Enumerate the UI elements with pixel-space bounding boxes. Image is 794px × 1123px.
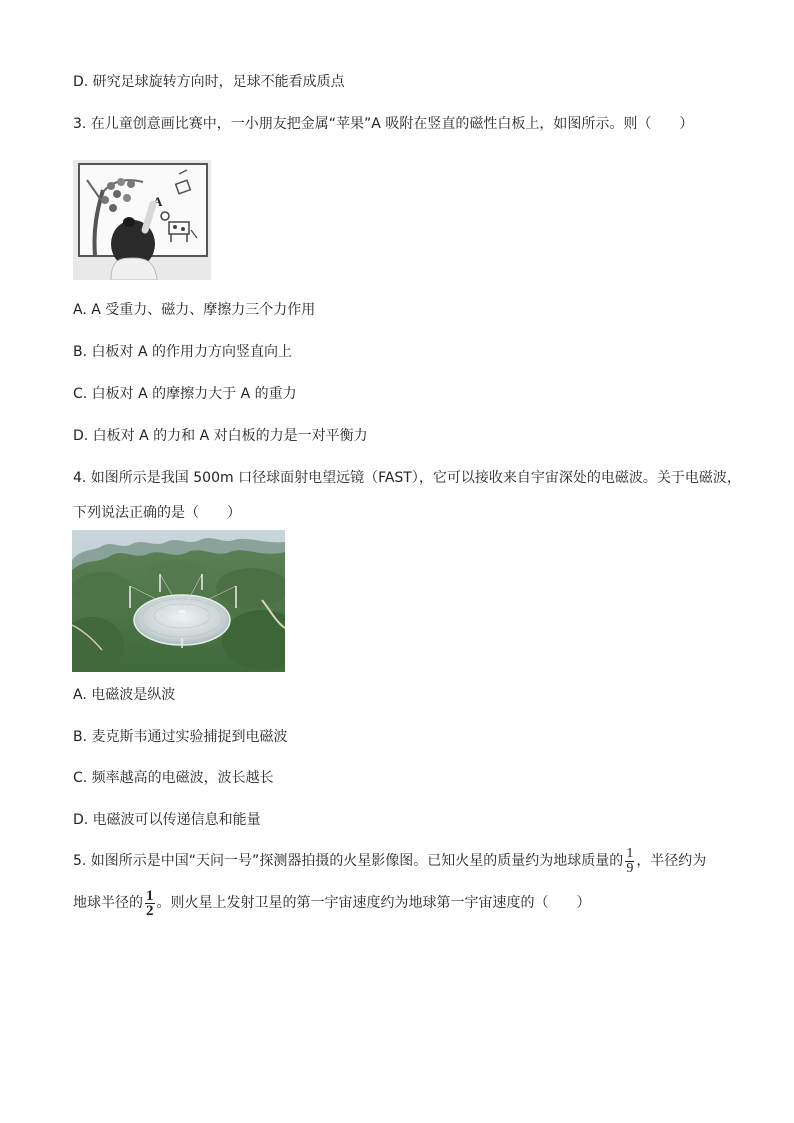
whiteboard-illustration (73, 160, 211, 280)
q3-option-b: B. 白板对 A 的作用力方向竖直向上 (73, 344, 292, 360)
fraction-numerator: 1 (146, 887, 154, 904)
q4-option-c: C. 频率越高的电磁波，波长越长 (73, 770, 274, 786)
fraction-denominator: 2 (146, 902, 154, 919)
q5-stem-line2-start: 地球半径的 (73, 895, 143, 911)
fast-telescope-illustration (72, 530, 285, 672)
fast-telescope-photo (72, 530, 285, 672)
radius-ratio-fraction (145, 889, 155, 918)
mass-ratio-fraction (625, 847, 634, 876)
q5-stem-line1-end: ，半径约为 (636, 853, 707, 869)
q4-option-a: A. 电磁波是纵波 (73, 687, 176, 703)
q3-option-a: A. A 受重力、磁力、摩擦力三个力作用 (73, 302, 316, 318)
q5-stem-line2-end: 。则火星上发射卫星的第一宇宙速度约为地球第一宇宙速度的（ ） (156, 895, 591, 911)
q4-stem-line2: 下列说法正确的是（ ） (73, 505, 241, 521)
whiteboard-photo (73, 160, 211, 280)
q5-stem-line1 (73, 846, 706, 876)
q3-option-d: D. 白板对 A 的力和 A 对白板的力是一对平衡力 (73, 428, 368, 444)
q4-option-d: D. 电磁波可以传递信息和能量 (73, 812, 261, 828)
q3-stem: 3. 在儿童创意画比赛中，一小朋友把金属“苹果”A 吸附在竖直的磁性白板上，如图所示。则（ ） (73, 116, 694, 132)
fraction-numerator: 1 (626, 845, 634, 861)
figure-label-a: A (153, 194, 163, 209)
q4-stem-line1: 4. 如图所示是我国 500m 口径球面射电望远镜（FAST），它可以接收来自宇宙深处的电磁波。关于电磁波， (73, 470, 741, 486)
q5-stem-line1-start: 5. 如图所示是中国“天问一号”探测器拍摄的火星影像图。已知火星的质量约为地球质量的 (73, 853, 624, 869)
q4-option-b: B. 麦克斯韦通过实验捕捉到电磁波 (73, 729, 288, 745)
q5-stem-line2 (73, 886, 591, 920)
q2-option-d: D. 研究足球旋转方向时，足球不能看成质点 (73, 74, 345, 90)
q3-option-c: C. 白板对 A 的摩擦力大于 A 的重力 (73, 386, 297, 402)
fraction-denominator: 9 (626, 860, 634, 876)
